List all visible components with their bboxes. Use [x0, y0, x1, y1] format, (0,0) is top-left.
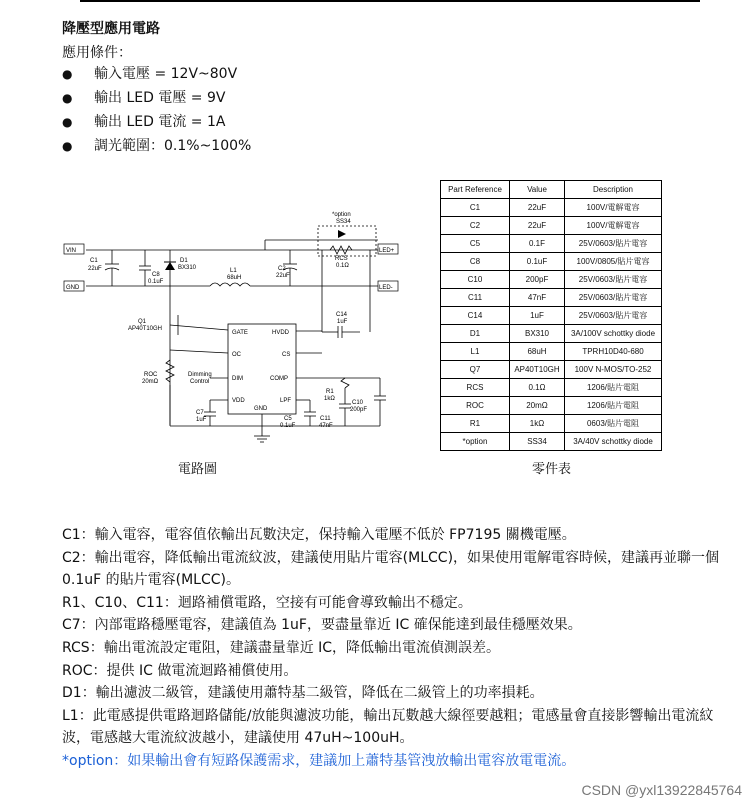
table-cell: 3A/100V schottky diode [565, 325, 662, 343]
circuit-diagram [60, 200, 440, 470]
table-cell: 100V/0805/貼片電容 [565, 253, 662, 271]
table-cell: L1 [441, 343, 510, 361]
label-rocv: 20mΩ [142, 379, 159, 385]
table-cell: 3A/40V schottky diode [565, 433, 662, 451]
table-cell: AP40T10GH [510, 361, 565, 379]
table-cell: 22uF [510, 199, 565, 217]
table-cell: 47nF [510, 289, 565, 307]
table-row [441, 325, 662, 343]
top-rule [80, 0, 700, 2]
label-c8v: 0.1uF [148, 279, 164, 285]
condition-item: ● 輸出 LED 電壓 = 9V [62, 88, 251, 112]
table-cell: 100V/電解電容 [565, 199, 662, 217]
label-rcsv: 0.1Ω [336, 263, 349, 269]
table-cell: 25V/0603/貼片電容 [565, 307, 662, 325]
label-vin: VIN [66, 248, 77, 254]
table-cell: SS34 [510, 433, 565, 451]
label-control: Control [190, 379, 210, 385]
note-item: C1：輸入電容，電容值依輸出瓦數決定，保持輸入電壓不低於 FP7195 關機電壓。 [62, 527, 576, 543]
circuit-caption: 電路圖 [178, 462, 218, 477]
table-cell: R1 [441, 415, 510, 433]
note-item: R1、C10、C11：迴路補償電路，空接有可能會導致輸出不穩定。 [62, 594, 472, 611]
table-cell: 0603/貼片電阻 [565, 415, 662, 433]
pin-lpf: LPF [280, 398, 292, 404]
table-cell: C10 [441, 271, 510, 289]
table-cell: 20mΩ [510, 397, 565, 415]
label-c11: C11 [320, 416, 331, 422]
label-roc: ROC [144, 372, 158, 378]
label-c11v: 47nF [319, 423, 333, 429]
condition-item: ● 輸出 LED 電流 = 1A [62, 112, 251, 136]
note-item: D1：輸出濾波二級管，建議使用蕭特基二級管，降低在二級管上的功率損耗。 [62, 685, 544, 702]
table-cell: TPRH10D40-680 [565, 343, 662, 361]
table-row [441, 253, 662, 271]
table-row [441, 397, 662, 415]
label-c5: C5 [284, 416, 292, 422]
label-q1v: AP40T10GH [128, 326, 163, 332]
table-cell: 25V/0603/貼片電容 [565, 289, 662, 307]
table-cell: C11 [441, 289, 510, 307]
table-cell: 1kΩ [510, 415, 565, 433]
table-cell: *option [441, 433, 510, 451]
table-cell: 25V/0603/貼片電容 [565, 271, 662, 289]
col-header: Value [510, 181, 565, 199]
label-c1v: 22uF [88, 266, 102, 272]
pin-gate: GATE [232, 330, 248, 336]
table-cell: C8 [441, 253, 510, 271]
label-l1: L1 [230, 268, 237, 274]
note-item: C2：輸出電容，降低輸出電流紋波，建議使用貼片電容(MLCC)，如果使用電解電容時候，建議再並聯一個 0.1uF 的貼片電容(MLCC)。 [62, 549, 720, 589]
table-row [441, 271, 662, 289]
table-cell: 0.1uF [510, 253, 565, 271]
table-row [441, 307, 662, 325]
label-d1: D1 [180, 258, 188, 264]
notes-section [62, 524, 722, 773]
table-row [441, 379, 662, 397]
condition-item: ● 調光範圍：0.1%~100% [62, 136, 251, 160]
table-cell: 0.1F [510, 235, 565, 253]
label-led-minus: LED- [379, 285, 393, 291]
label-l1v: 68uH [227, 275, 242, 281]
condition-item: ● 輸入電壓 = 12V~80V [62, 64, 251, 88]
label-c1: C1 [90, 258, 98, 264]
table-cell: 0.1Ω [510, 379, 565, 397]
parts-caption: 零件表 [532, 462, 572, 477]
table-cell: 1206/貼片電阻 [565, 397, 662, 415]
option-note: *option：如果輸出會有短路保護需求，建議加上蕭特基管洩放輸出電容放電電流。 [62, 752, 576, 769]
table-cell: C2 [441, 217, 510, 235]
label-gnd: GND [66, 285, 80, 291]
label-c10v: 200pF [350, 407, 368, 413]
table-cell: D1 [441, 325, 510, 343]
table-cell: 68uH [510, 343, 565, 361]
table-row [441, 235, 662, 253]
pin-oc: OC [232, 352, 241, 358]
label-c2v: 22uF [276, 273, 290, 279]
label-r1v: 1kΩ [324, 396, 335, 402]
note-item: C7：內部電路穩壓電容，建議值為 1uF，要盡量靠近 IC 確保能達到最佳穩壓效果。 [62, 617, 582, 634]
pin-gnd: GND [254, 406, 268, 412]
pin-dim: DIM [232, 376, 243, 382]
label-c8: C8 [152, 272, 160, 278]
table-header-row [441, 181, 662, 199]
table-cell: 25V/0603/貼片電容 [565, 235, 662, 253]
label-r1: R1 [326, 389, 334, 395]
pin-hvdd: HVDD [272, 330, 290, 336]
table-cell: C14 [441, 307, 510, 325]
note-item: RCS：輸出電流設定電阻，建議盡量靠近 IC，降低輸出電流偵測誤差。 [62, 639, 501, 656]
conditions-list [62, 64, 251, 160]
table-cell: C1 [441, 199, 510, 217]
label-q1: Q1 [138, 319, 147, 325]
label-c7v: 1uF [196, 417, 207, 423]
table-cell: 200pF [510, 271, 565, 289]
label-option: *option [332, 212, 351, 218]
table-cell: BX310 [510, 325, 565, 343]
label-ss34: SS34 [336, 219, 351, 225]
parts-table-body [441, 199, 662, 451]
table-row [441, 415, 662, 433]
table-row [441, 199, 662, 217]
conditions-label: 應用條件： [62, 45, 132, 61]
label-d1v: BX310 [178, 265, 197, 271]
table-row [441, 343, 662, 361]
table-row [441, 361, 662, 379]
label-c14: C14 [336, 312, 348, 318]
col-header: Part Reference [441, 181, 510, 199]
table-row [441, 433, 662, 451]
table-cell: 100V N-MOS/TO-252 [565, 361, 662, 379]
table-cell: 100V/電解電容 [565, 217, 662, 235]
label-rcs: RCS [335, 256, 348, 262]
watermark: CSDN @yxl13922845764 [581, 782, 742, 798]
diode-d1-icon [165, 262, 175, 270]
label-dimming: Dimming [188, 372, 212, 378]
label-c10: C10 [352, 400, 364, 406]
table-row [441, 217, 662, 235]
table-cell: C5 [441, 235, 510, 253]
pin-cs: CS [282, 352, 291, 358]
table-row [441, 289, 662, 307]
pin-comp: COMP [270, 376, 288, 382]
parts-table [440, 180, 662, 451]
label-c7: C7 [196, 410, 204, 416]
label-c14v: 1uF [337, 319, 348, 325]
table-cell: RCS [441, 379, 510, 397]
label-c5v: 0.1uF [280, 423, 296, 429]
col-header: Description [565, 181, 662, 199]
label-led-plus: LED+ [379, 248, 395, 254]
label-c2: C2 [278, 266, 286, 272]
table-cell: Q7 [441, 361, 510, 379]
table-cell: 22uF [510, 217, 565, 235]
diode-ss34-icon [338, 230, 346, 238]
table-cell: 1uF [510, 307, 565, 325]
note-item: ROC：提供 IC 做電流迴路補償使用。 [62, 662, 298, 679]
table-cell: ROC [441, 397, 510, 415]
note-item: L1：此電感提供電路迴路儲能/放能與濾波功能，輸出瓦數越大線徑要越粗；電感量會直接影響輸出電流紋波，電感越大電流紋波越小，建議使用 47uH~100uH。 [62, 707, 714, 747]
page-title: 降壓型應用電路 [62, 21, 160, 37]
table-cell: 1206/貼片電阻 [565, 379, 662, 397]
pin-vdd: VDD [232, 398, 245, 404]
